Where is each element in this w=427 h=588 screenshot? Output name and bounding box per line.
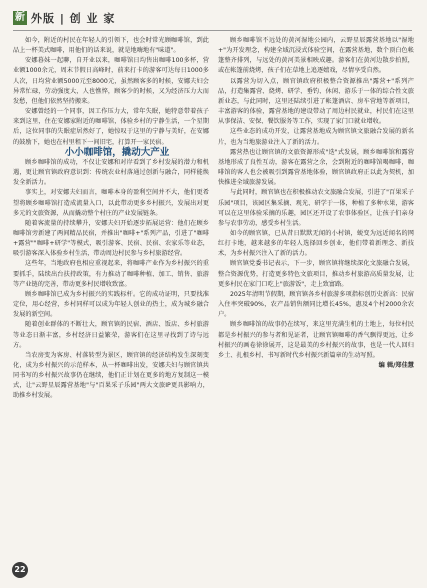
body-paragraph: 顾官镇党委书记表示，下一步，顾官镇将继续深化文旅融合发展，整合资源优势，打造更多特色文旅项目，推动乡村旅游高质量发展，让更多村民在家门口吃上"旅游饭"，走上致富路。: [218, 260, 414, 288]
header-divider: [13, 30, 412, 31]
body-paragraph: 随着客流量的持续攀升，安娜夫妇开始逐步拓展运营：他们在顾乡咖啡馆旁新建了两间精品民宿，并推出"咖啡+"系列产品，引进了"咖啡+露营""咖啡+研学"等模式，吸引游客、民宿、民宿、农家乐等业态，吸引游客深入体验乡村生活，带动周边村民参与乡村旅游经营。: [13, 219, 209, 258]
section-heading: 小小咖啡馆，撬动大产业: [64, 146, 170, 158]
body-paragraph: 顾乡咖啡馆不远处的黄河湿地公园内，云野星辰露营基地以"湿地+"为开发理念，构建全域沉浸式体验空间，在露营基地，数个顶白色帐篷整齐排列，与远处的黄河美景相映成趣。游客们在黄河边散步拍照，或在帐篷前烧烤，孩子们在草地上追逐嬉戏，尽情享受自然。: [218, 37, 414, 75]
body-paragraph: 这些年，当地政府也相应重视起来，将咖啡产业作为乡村振兴的重要抓手，陆续出台扶持政策，有力推动了咖啡种植、加工、销售、旅游等产业链的完善，带动更多村民增收致富。: [13, 260, 209, 288]
body-paragraph: 安娜曾经的一个同事，因工作压力大，常年失眠，她特意带着孩子来到这里，住在安娜家附近的咖啡馆，体验乡村的宁静生活，一个星期后，这位同事的失眠症居然好了，她惊叹于这里的宁静与美好，在安娜的鼓励下，她也在村里租下一间旧宅，打算开一家民宿。: [13, 108, 209, 146]
body-paragraph: 顾乡咖啡馆已成为乡村振兴的实践标杆。它的成功证明，只要找准定位，用心经营，乡村同样可以成为年轻人创业的热土，成为城乡融合发展的新空间。: [13, 290, 209, 319]
body-paragraph: 2025年清明节假期，顾官镇各乡村旅游多项指标创历史新高：民宿入住率突破90%，农产品销售额同比增长45%，惠及4个村2000余农户。: [218, 290, 414, 319]
editor-credit: 编 辑/郑佳慧: [378, 362, 414, 369]
right-column: [218, 36, 414, 371]
body-paragraph: 顾乡咖啡馆的成功，不仅让安娜和对岸看到了乡村发展的潜力和机遇，更让顾官镇政府意识到：传统农业村落通过创新与融合，同样能焕发全新活力。: [13, 158, 209, 187]
body-paragraph: 安娜暮妹一起聊，自开业以来，咖啡馆日均售出咖啡100多杯，营业额1000余元，周末节假日高峰时，前来打卡的游客可达每日1000多人次，日均营业额5000元至8000元，虽然顾客多的时候，安娜夫妇会异常忙碌，劳动强度大，人也憔悴，顾客少的时候，又为经济压力大而发愁，但他们依然坚持搬来。: [13, 57, 209, 105]
section-header-title: 外版 | 创 业 家: [31, 12, 116, 25]
body-paragraph: 露营热也让顾官镇的文旅资源形成"迭"式发展，顾乡咖啡馆和露营基地形成了良性互动，游客在露营之余，会到附近的咖啡馆喝咖啡，咖啡馆的客人也会被吸引到露营基地体验，顾官镇政府正以此为契机，加快推进全域旅游发展。: [218, 148, 414, 187]
body-paragraph: 事实上，对安娜夫妇而言，咖啡本身的盈利空间并不大，他们更希望将顾乡咖啡馆打造成流量入口，以此带动更多乡村振兴，发展出对更多元的文旅资源，从而撬动整个村庄的产业发展链条。: [13, 189, 209, 217]
left-column: [13, 36, 209, 402]
body-paragraph: 随着创业群体的不断壮大，顾官镇的民宿、酒店、饭店、乡村旅游等业态日渐丰富，乡村经济日益繁荣，游客们在这里寻找到了诗与远方。: [13, 321, 209, 349]
body-paragraph: 如今的顾官镇，已从昔日默默无闻的小村镇，蜕变为远近闻名的网红打卡地，越来越多的年轻人选择回乡创业，他们带着新理念、新技术，为乡村振兴注入了新的活力。: [218, 229, 414, 258]
body-paragraph: 以露营为切入点，顾官镇政府积极整合资源推出"露营+"系列产品，打造集露营、烧烤、研学、垂钓、休闲、游乐于一体的综合性文旅新业态，与此同时，这里还陆续引进了帐篷酒店、房车营地等新项目，丰富游客的体验，露营基地的建设带动了周边村民就业，村民们在这里从事保洁、安保、餐饮服务等工作，实现了家门口就业增收。: [218, 77, 414, 126]
body-paragraph: 这些业态的成功开发，让露营基地成为顾官镇文旅融合发展的新名片，也为当地旅游业注入了新的活力。: [218, 128, 414, 146]
magazine-logo: 新: [15, 12, 25, 23]
page-header: [13, 10, 115, 26]
body-paragraph: 当农房变为客房、村落转型为景区，顾官镇的经济结构发生深刻变化，成为乡村振兴的示范样本，从一杯咖啡出发，安娜夫妇与顾官镇共同书写的乡村振兴故事仍在继续，他们正计划在更多的地方复制这一模式，让"云野星辰露营基地"与"百果采子乐园"两大文旅IP更具影响力，助推乡村发展。: [13, 351, 209, 400]
body-paragraph: 与此同时，顾官镇也在积极推动农文旅融合发展，引进了"百果采子乐园"项目，该园区集采摘、观光、研学于一体，种植了多种水果，游客可以在这里体验采摘的乐趣，园区还开设了农事体验区，让孩子们亲身参与农事劳动，感受乡村生活。: [218, 189, 414, 227]
page-number: 22: [12, 562, 28, 578]
body-paragraph: 如今，附近的村民在年轻人的引领下，也会时常光顾咖啡馆，到此品上一杯美式咖啡，用他们的话来说，就是地嗨地有"味道"。: [13, 37, 209, 55]
body-paragraph: 顾乡咖啡馆的故事仍在续写，来这里充满生机的土地上，每位村民都是乡村振兴的参与者和见证者，让顾官镇咖啡的香气飘得更远，让乡村振兴的画卷徐徐展开，这是最美的乡村振兴的故事，也是一代人回归乡土、扎根乡村、书写新时代乡村振兴新篇章的生动写照。: [218, 321, 414, 359]
